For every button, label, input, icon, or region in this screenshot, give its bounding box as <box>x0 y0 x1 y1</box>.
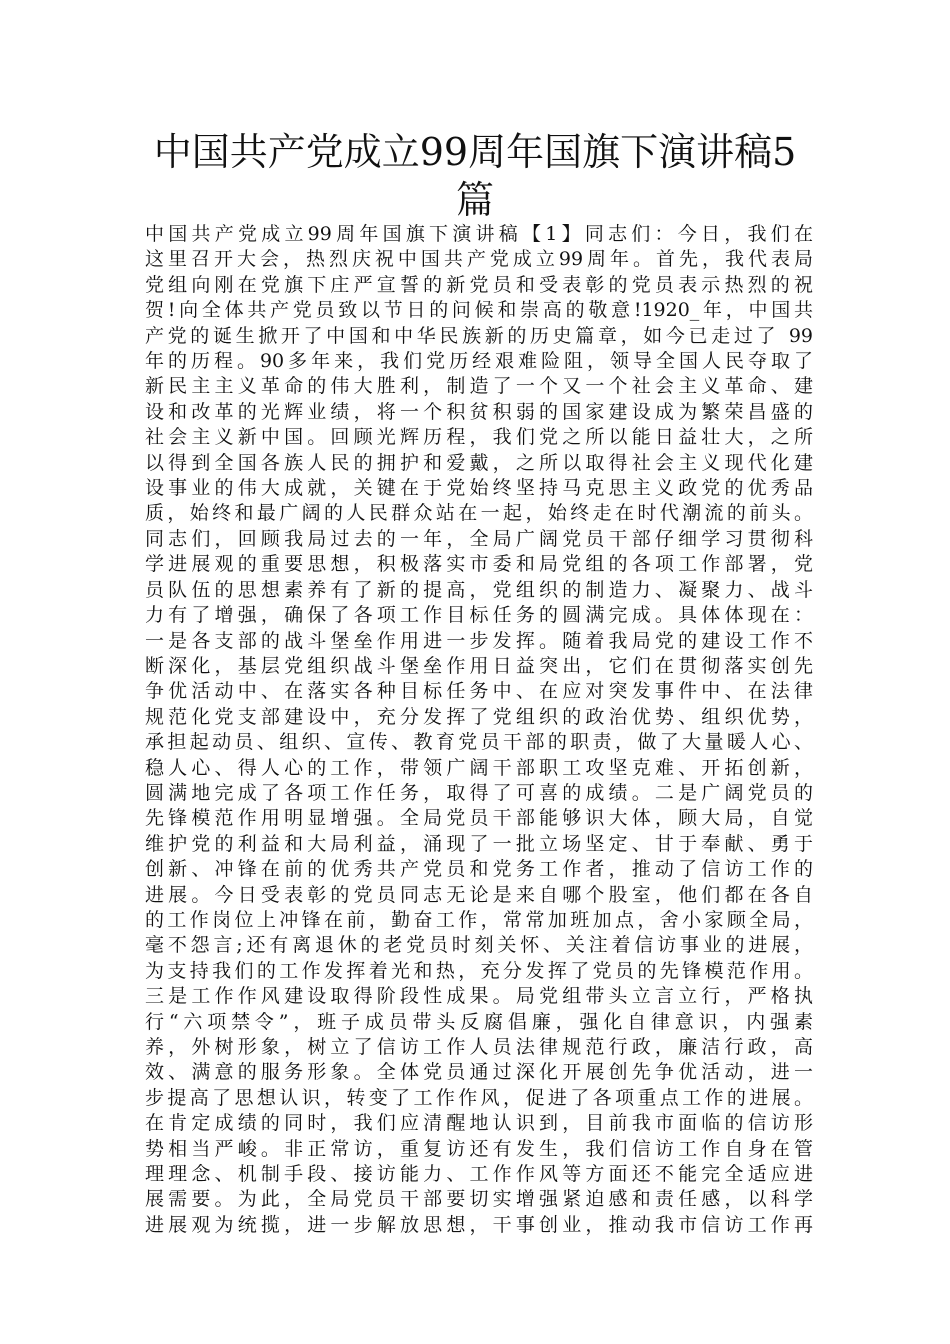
body-text-line: 养，外树形象，树立了信访工作人员法律规范行政，廉洁行政，高 <box>145 1036 813 1058</box>
body-text-line: 社会主义新中国。回顾光辉历程，我们党之所以能日益壮大，之所 <box>145 426 813 449</box>
document-body <box>145 222 813 1238</box>
body-text-line: 新民主主义革命的伟大胜利，制造了一个又一个社会主义革命、建 <box>145 375 813 398</box>
body-text-line: 为支持我们的工作发挥着光和热，充分发挥了党员的先锋模范作用。 <box>145 959 813 982</box>
body-text-line: 争优活动中、在落实各种目标任务中、在应对突发事件中、在法律 <box>145 680 813 703</box>
body-text-line: 这里召开大会，热烈庆祝中国共产党成立99周年。首先，我代表局 <box>145 248 813 271</box>
document-title: 中国共产党成立99周年国旗下演讲稿5篇 <box>153 130 797 222</box>
body-text-line: 创新、冲锋在前的优秀共产党员和党务工作者，推动了信访工作的 <box>145 858 813 881</box>
body-text-line: 行“六项禁令”，班子成员带头反腐倡廉，强化自律意识，内强素 <box>145 1010 813 1033</box>
body-text-line: 先锋模范作用明显增强。全局党员干部能够识大体，顾大局，自觉 <box>145 807 813 830</box>
body-text-line: 理理念、机制手段、接访能力、工作作风等方面还不能完全适应进 <box>145 1163 813 1186</box>
body-text-line: 质，始终和最广阔的人民群众站在一起，始终走在时代潮流的前头。 <box>145 502 813 525</box>
body-text-line: 承担起动员、组织、宣传、教育党员干部的职责，做了大量暖人心、 <box>145 731 813 754</box>
body-text-line: 贺!向全体共产党员致以节日的问候和崇高的敬意!1920_年，中国共 <box>145 299 813 322</box>
body-text-line: 规范化党支部建设中，充分发挥了党组织的政治优势、组织优势， <box>145 705 813 728</box>
body-text-line: 进展。今日受表彰的党员同志无论是来自哪个股室，他们都在各自 <box>145 883 813 906</box>
body-text-line: 势相当严峻。非正常访，重复访还有发生，我们信访工作自身在管 <box>145 1137 813 1160</box>
body-text-line: 党组向刚在党旗下庄严宣誓的新党员和受表彰的党员表示热烈的祝 <box>145 273 813 296</box>
body-text-line: 稳人心、得人心的工作，带领广阔干部职工攻坚克难、开拓创新， <box>145 756 813 779</box>
body-text-line: 设和改革的光辉业绩，将一个积贫积弱的国家建设成为繁荣昌盛的 <box>145 400 813 423</box>
body-text-line: 力有了增强，确保了各项工作目标任务的圆满完成。具体体现在： <box>145 604 813 627</box>
body-text-line: 效、满意的服务形象。全体党员通过深化开展创先争优活动，进一 <box>145 1061 813 1084</box>
body-text-line: 的工作岗位上冲锋在前，勤奋工作，常常加班加点，舍小家顾全局， <box>145 908 813 931</box>
body-text-line: 同志们，回顾我局过去的一年，全局广阔党员干部仔细学习贯彻科 <box>145 527 813 550</box>
body-text-line: 年的历程。90多年来，我们党历经艰难险阻，领导全国人民夺取了 <box>145 350 813 373</box>
body-text-line: 一是各支部的战斗堡垒作用进一步发挥。随着我局党的建设工作不 <box>145 629 813 652</box>
body-text-line: 三是工作作风建设取得阶段性成果。局党组带头立言立行，严格执 <box>145 985 813 1008</box>
body-text-line: 断深化，基层党组织战斗堡垒作用日益突出，它们在贯彻落实创先 <box>145 654 813 677</box>
body-text-line: 中国共产党成立99周年国旗下演讲稿【1】同志们：今日，我们在 <box>145 223 813 245</box>
body-text-line: 员队伍的思想素养有了新的提高，党组织的制造力、凝聚力、战斗 <box>145 578 813 601</box>
body-text-line: 圆满地完成了各项工作任务，取得了可喜的成绩。二是广阔党员的 <box>145 781 813 804</box>
body-text-line: 维护党的利益和大局利益，涌现了一批立场坚定、甘于奉献、勇于 <box>145 832 813 855</box>
body-text-line: 进展观为统揽，进一步解放思想，干事创业，推动我市信访工作再 <box>145 1213 813 1236</box>
body-text-line: 展需要。为此，全局党员干部要切实增强紧迫感和责任感，以科学 <box>145 1188 813 1211</box>
body-text-line: 以得到全国各族人民的拥护和爱戴，之所以取得社会主义现代化建 <box>145 451 813 474</box>
body-text-line: 在肯定成绩的同时，我们应清醒地认识到，目前我市面临的信访形 <box>145 1112 813 1135</box>
body-text-line: 毫不怨言;还有离退休的老党员时刻关怀、关注着信访事业的进展， <box>145 934 813 957</box>
body-text-line: 设事业的伟大成就，关键在于党始终坚持马克思主义政党的优秀品 <box>145 477 813 500</box>
body-text-line: 产党的诞生掀开了中国和中华民族新的历史篇章，如今已走过了 99 <box>145 324 813 347</box>
body-text-line: 步提高了思想认识，转变了工作作风，促进了各项重点工作的进展。 <box>145 1086 813 1109</box>
body-text-line: 学进展观的重要思想，积极落实市委和局党组的各项工作部署，党 <box>145 553 813 576</box>
